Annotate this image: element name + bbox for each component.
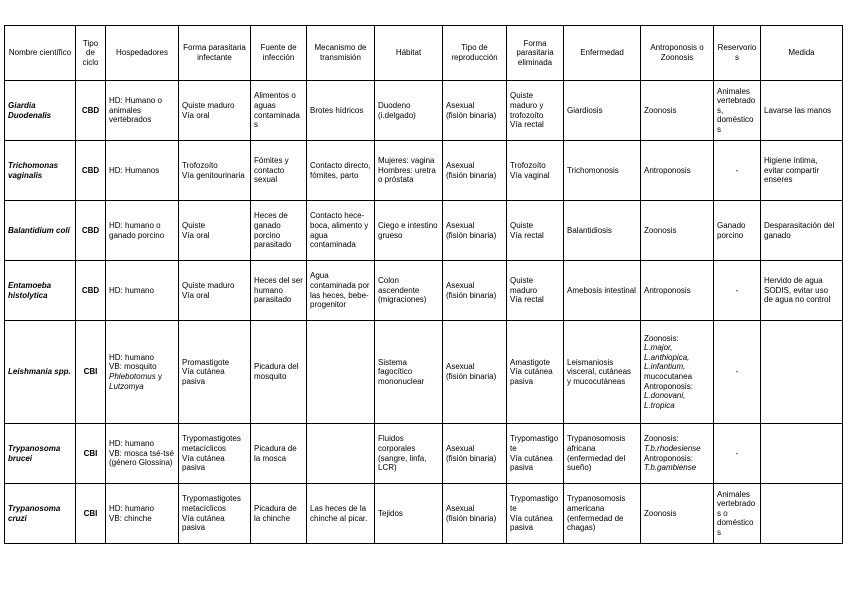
cycle-cell: CBI [76, 484, 106, 544]
scientific-name-cell: Balantidium coli [5, 201, 76, 261]
scientific-name-cell: Trichomonas vaginalis [5, 141, 76, 201]
measure-cell [761, 484, 843, 544]
cycle-cell: CBI [76, 424, 106, 484]
table-row [5, 321, 843, 424]
zoonosis-cell: Zoonosis [641, 484, 714, 544]
reproduction-cell: Asexual (fisión binaria) [443, 424, 507, 484]
reservoir-cell: Ganado porcino [714, 201, 761, 261]
hosts-cell: HD: humano o ganado porcino [106, 201, 179, 261]
header-cell: Antroponosis o Zoonosis [641, 26, 714, 81]
zoonosis-cell: Zoonosis [641, 201, 714, 261]
source-cell: Picadura de la chinche [251, 484, 307, 544]
disease-cell: Trypanosomosis americana (enfermedad de chagas) [564, 484, 641, 544]
infective-form-cell: Trofozoíto Vía genitourinaria [179, 141, 251, 201]
header-cell: Fuente de infección [251, 26, 307, 81]
cycle-cell: CBD [76, 141, 106, 201]
source-cell: Picadura de la mosca [251, 424, 307, 484]
reservoir-cell: Animales vertebrados o domésticos [714, 484, 761, 544]
measure-cell: Desparasitación del ganado [761, 201, 843, 261]
disease-cell: Leismaniosis visceral, cutáneas y mucocutáneas [564, 321, 641, 424]
eliminated-form-cell: Trypomastigote Vía cutánea pasiva [507, 424, 564, 484]
eliminated-form-cell: Trofozoíto Vía vaginal [507, 141, 564, 201]
zoonosis-cell: Antroponosis [641, 261, 714, 321]
hosts-cell: HD: humano VB: chinche [106, 484, 179, 544]
header-cell: Forma parasitaria infectante [179, 26, 251, 81]
mechanism-cell [307, 321, 375, 424]
table-row [5, 424, 843, 484]
habitat-cell: Duodeno (i.delgado) [375, 81, 443, 141]
cycle-cell: CBD [76, 261, 106, 321]
reproduction-cell: Asexual (fisión binaria) [443, 261, 507, 321]
parasites-table [4, 25, 843, 544]
habitat-cell: Fluidos corporales (sangre, linfa, LCR) [375, 424, 443, 484]
reservoir-cell: Animales vertebrados, domésticos [714, 81, 761, 141]
header-row [5, 26, 843, 81]
zoonosis-cell: Antroponosis [641, 141, 714, 201]
hosts-cell: HD: Humanos [106, 141, 179, 201]
hosts-cell: HD: humano VB: mosca tsé-tsé (género Glossina) [106, 424, 179, 484]
source-cell: Alimentos o aguas contaminadas [251, 81, 307, 141]
habitat-cell: Ciego e intestino grueso [375, 201, 443, 261]
mechanism-cell: Contacto directo, fómites, parto [307, 141, 375, 201]
disease-cell: Amebosis intestinal [564, 261, 641, 321]
mechanism-cell: Brotes hídricos [307, 81, 375, 141]
eliminated-form-cell: Quiste maduro Vía rectal [507, 261, 564, 321]
eliminated-form-cell: Quiste maduro y trofozoíto Vía rectal [507, 81, 564, 141]
habitat-cell: Mujeres: vagina Hombres: uretra o próstata [375, 141, 443, 201]
measure-cell: Higiene íntima, evitar compartir enseres [761, 141, 843, 201]
header-cell: Forma parasitaria eliminada [507, 26, 564, 81]
habitat-cell: Colon ascendente (migraciones) [375, 261, 443, 321]
disease-cell: Trichomonosis [564, 141, 641, 201]
table-row [5, 261, 843, 321]
infective-form-cell: Quiste Vía oral [179, 201, 251, 261]
hosts-cell: HD: Humano o animales vertebrados [106, 81, 179, 141]
reproduction-cell: Asexual (fisión binaria) [443, 484, 507, 544]
measure-cell: Hervido de agua SODIS, evitar uso de agua no control [761, 261, 843, 321]
reservoir-cell: - [714, 321, 761, 424]
mechanism-cell [307, 424, 375, 484]
measure-cell [761, 424, 843, 484]
habitat-cell: Sistema fagocítico mononuclear [375, 321, 443, 424]
eliminated-form-cell: Amastigote Vía cutánea pasiva [507, 321, 564, 424]
infective-form-cell: Trypomastigotes metacíclicos Vía cutánea pasiva [179, 424, 251, 484]
source-cell: Heces del ser humano parasitado [251, 261, 307, 321]
reservoir-cell: - [714, 424, 761, 484]
infective-form-cell: Promastigote Vía cutánea pasiva [179, 321, 251, 424]
reproduction-cell: Asexual (fisión binaria) [443, 201, 507, 261]
source-cell: Heces de ganado porcino parasitado [251, 201, 307, 261]
scientific-name-cell: Trypanosoma brucei [5, 424, 76, 484]
source-cell: Picadura del mosquito [251, 321, 307, 424]
eliminated-form-cell: Trypomastigote Vía cutánea pasiva [507, 484, 564, 544]
header-cell: Medida [761, 26, 843, 81]
reproduction-cell: Asexual (fisión binaria) [443, 81, 507, 141]
scientific-name-cell: Leishmania spp. [5, 321, 76, 424]
table-row [5, 81, 843, 141]
mechanism-cell: Las heces de la chinche al picar. [307, 484, 375, 544]
cycle-cell: CBD [76, 201, 106, 261]
zoonosis-cell: Zoonosis [641, 81, 714, 141]
header-cell: Hospedadores [106, 26, 179, 81]
scientific-name-cell: Entamoeba histolytica [5, 261, 76, 321]
mechanism-cell: Contacto hece-boca, alimento y agua contaminada [307, 201, 375, 261]
hosts-cell: HD: humano [106, 261, 179, 321]
scientific-name-cell: Trypanosoma cruzi [5, 484, 76, 544]
header-cell: Nombre científico [5, 26, 76, 81]
reproduction-cell: Asexual (fisión binaria) [443, 141, 507, 201]
header-cell: Reservorios [714, 26, 761, 81]
infective-form-cell: Trypomastigotes metacíclicos Vía cutánea pasiva [179, 484, 251, 544]
scientific-name-cell: Giardia Duodenalis [5, 81, 76, 141]
table-row [5, 484, 843, 544]
table-row [5, 201, 843, 261]
zoonosis-cell: Zoonosis: L.major, L.anthiopica, L.infantium, mucocutanea Antroponosis: L.donovani, L.tropica [641, 321, 714, 424]
measure-cell: Lavarse las manos [761, 81, 843, 141]
hosts-cell: HD: humano VB: mosquito Phlebotomus y Lutzomya [106, 321, 179, 424]
cycle-cell: CBI [76, 321, 106, 424]
header-cell: Enfermedad [564, 26, 641, 81]
eliminated-form-cell: Quiste Vía rectal [507, 201, 564, 261]
habitat-cell: Tejidos [375, 484, 443, 544]
disease-cell: Giardiosis [564, 81, 641, 141]
reservoir-cell: - [714, 261, 761, 321]
header-cell: Mecanismo de transmisión [307, 26, 375, 81]
infective-form-cell: Quiste maduro Vía oral [179, 81, 251, 141]
header-cell: Tipo de reproducción [443, 26, 507, 81]
table-row [5, 141, 843, 201]
disease-cell: Trypanosomosis africana (enfermedad del sueño) [564, 424, 641, 484]
header-cell: Tipo de ciclo [76, 26, 106, 81]
reproduction-cell: Asexual (fisión binaria) [443, 321, 507, 424]
reservoir-cell: - [714, 141, 761, 201]
header-cell: Hábitat [375, 26, 443, 81]
disease-cell: Balantidiosis [564, 201, 641, 261]
source-cell: Fómites y contacto sexual [251, 141, 307, 201]
cycle-cell: CBD [76, 81, 106, 141]
zoonosis-cell: Zoonosis: T.b.rhodesiense Antroponosis: T.b.gambiense [641, 424, 714, 484]
infective-form-cell: Quiste maduro Vía oral [179, 261, 251, 321]
measure-cell [761, 321, 843, 424]
mechanism-cell: Agua contaminada por las heces, bebe-progenitor [307, 261, 375, 321]
